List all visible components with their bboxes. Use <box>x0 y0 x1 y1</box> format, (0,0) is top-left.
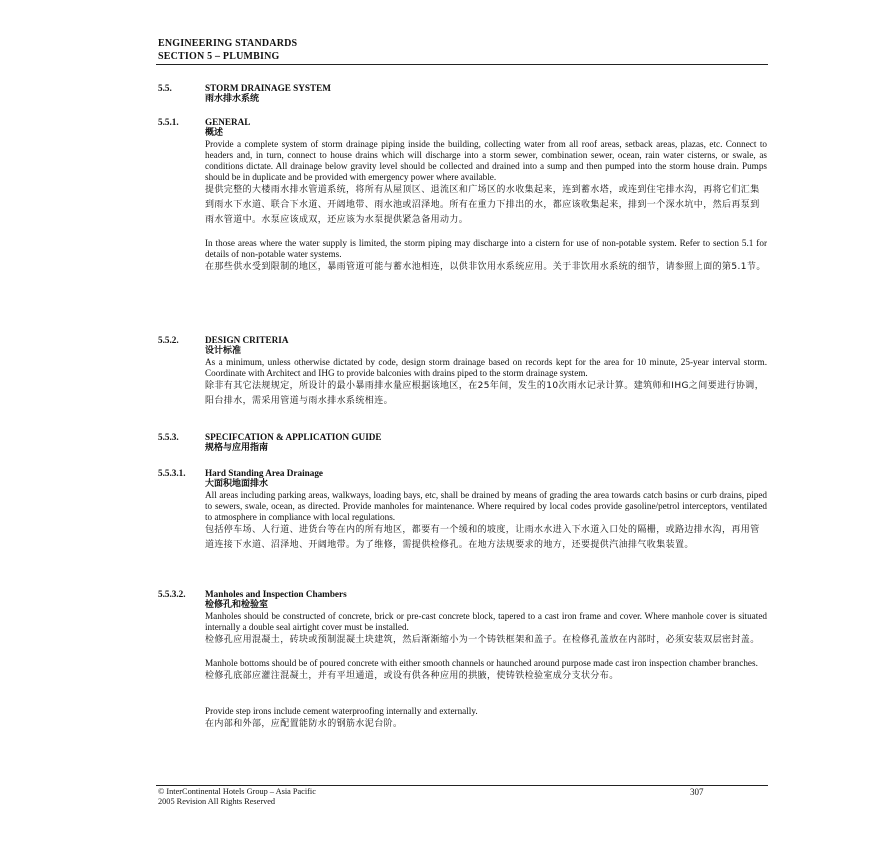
footer-divider <box>156 785 768 786</box>
section-title-en: Manholes and Inspection Chambers <box>205 589 347 599</box>
footer-revision: 2005 Revision All Rights Reserved <box>158 797 276 806</box>
section-title-zh: 设计标准 <box>205 346 242 356</box>
section-number: 5.5. <box>158 83 172 93</box>
section-title-en: STORM DRAINAGE SYSTEM <box>205 83 331 93</box>
paragraph-zh: 在内部和外部，应配置能防水的钢筋水泥台阶。 <box>205 719 403 729</box>
section-number: 5.5.2. <box>158 335 179 345</box>
section-number: 5.5.3.1. <box>158 468 186 478</box>
page-number: 307 <box>690 787 704 797</box>
paragraph-en: Manhole bottoms should be of poured concrete with either smooth channels or haunched around purpose made cast iron inspection chamber branches. <box>205 658 758 668</box>
paragraph-en: As a minimum, unless otherwise dictated by code, design storm drainage based on records kept for the area for 10 minute, 25-year interval storm. Coordinate with Architect and IHG to provide balconies with drains piped to the storm drainage system. <box>205 357 767 378</box>
paragraph-en: Provide step irons include cement waterproofing internally and externally. <box>205 706 478 716</box>
section-number: 5.5.1. <box>158 117 179 127</box>
section-number: 5.5.3.2. <box>158 589 186 599</box>
paragraph-zh: 包括停车场、人行道、进货台等在内的所有地区，都要有一个缓和的坡度，让雨水水进入下水道入口处的隔栅，或路边排水沟，再用管道连接下水道、沼泽地、开阔地带。为了维修，需提供检修孔。在地方法规要求的地方，还要提供汽油排气收集装置。 <box>205 525 760 550</box>
page-header <box>158 37 297 63</box>
section-title-zh: 规格与应用指南 <box>205 443 269 453</box>
section-title-en: Hard Standing Area Drainage <box>205 468 324 478</box>
section-title-zh: 大面积地面排水 <box>205 479 269 489</box>
paragraph-en: All areas including parking areas, walkways, loading bays, etc, shall be drained by means of grading the area towards catch basins or curb drains, piped to sewers, swale, ocean, as directed. Provide manholes for maintenance. Where required by local codes provide gasoline/petrol interceptors, ventilated to atmosphere in compliance with local regulations. <box>205 490 767 522</box>
page-footer <box>158 787 316 807</box>
header-divider <box>156 64 768 65</box>
section-title-en: SPECIFCATION & APPLICATION GUIDE <box>205 432 382 442</box>
paragraph-en: Manholes should be constructed of concrete, brick or pre-cast concrete block, tapered to a cast iron frame and cover. Where manhole cover is situated internally a double seal airtight cover must be installed. <box>205 611 767 632</box>
paragraph-zh: 提供完整的大楼雨水排水管道系统，将所有从屋顶区、退流区和广场区的水收集起来，连到蓄水塔，或连到住宅排水沟，再将它们汇集到雨水下水道、联合下水道、开阔地带、雨水池或沼泽地。所有在重力下排出的水，都应该收集起来，排到一个深水坑中，然后再泵到雨水管道中。水泵应该成双，还应该为水泵提供紧急备用动力。 <box>205 185 760 225</box>
paragraph-en: In those areas where the water supply is limited, the storm piping may discharge into a cistern for use of non-potable system. Refer to section 5.1 for details of non-potable water systems. <box>205 238 767 259</box>
section-title-en: DESIGN CRITERIA <box>205 335 289 345</box>
footer-copyright: © InterContinental Hotels Group – Asia Pacific <box>158 787 316 796</box>
header-section: SECTION 5 – PLUMBING <box>158 51 280 62</box>
section-title-en: GENERAL <box>205 117 251 127</box>
paragraph-zh: 除非有其它法规规定，所设计的最小暴雨排水量应根据该地区，在25年间，发生的10次雨水记录计算。建筑师和IHG之间要进行协调，阳台排水，需采用管道与雨水排水系统相连。 <box>205 381 765 406</box>
section-number: 5.5.3. <box>158 432 179 442</box>
paragraph-zh: 检修孔底部应灌注混凝土，并有平坦通道，或设有供各种应用的拱腋，使铸铁检验室成分支状分布。 <box>205 671 619 681</box>
paragraph-zh: 在那些供水受到限制的地区，暴雨管道可能与蓄水池相连，以供非饮用水系统应用。关于非饮用水系统的细节，请参照上面的第5.1节。 <box>205 262 766 272</box>
header-title: ENGINEERING STANDARDS <box>158 38 298 49</box>
section-title-zh: 雨水排水系统 <box>205 94 260 104</box>
section-title-zh: 检修孔和检验室 <box>205 600 269 610</box>
paragraph-zh: 检修孔应用混凝土，砖块或预制混凝土块建筑，然后渐渐缩小为一个铸铁框架和盖子。在检修孔盖放在内部时，必须安装双层密封盖。 <box>205 635 760 645</box>
section-title-zh: 概述 <box>205 128 224 138</box>
paragraph-en: Provide a complete system of storm drainage piping inside the building, collecting water from all roof areas, setback areas, plazas, etc. Connect to headers and, in turn, connect to house drains which will discharge into a storm sewer, combination sewer, ocean, rain water cisterns, or swale, as conditions dictate. All drainage below gravity level should be collected and drained into a sump and then pumped into the storm house drain. Pumps should be in duplicate and be provided with emergency power where available. <box>205 139 767 182</box>
